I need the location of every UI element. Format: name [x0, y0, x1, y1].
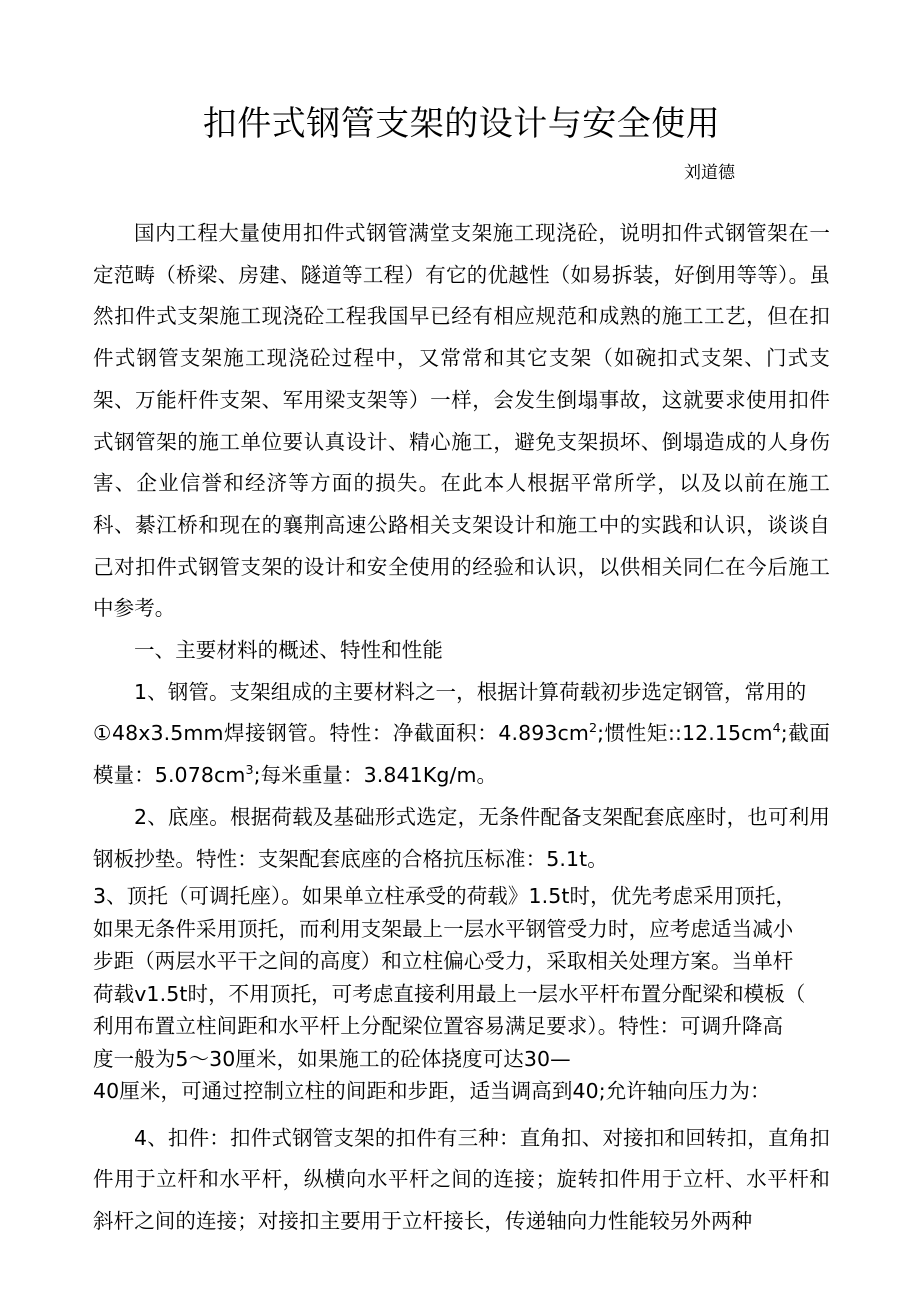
author-byline: 刘道德 — [684, 163, 735, 183]
paragraph-item-3-jack-line-6: 度一般为5～30厘米，如果施工的砼体挠度可达30— — [93, 1046, 571, 1071]
paragraph-item-3-jack-line-3: 步距（两层水平干之间的高度）和立柱偏心受力，采取相关处理方案。当单杆 — [93, 949, 794, 974]
document-content — [93, 0, 830, 1243]
paragraph-item-1-steel-pipe-specs — [93, 713, 830, 796]
paragraph-item-3-jack-line-5: 利用布置立柱间距和水平杆上分配梁位置容易满足要求）。特性：可调升降高 — [93, 1014, 784, 1039]
section-heading-1: 一、主要材料的概述、特性和性能 — [134, 638, 443, 663]
spec-mid: ;惯性矩::12.15cm — [597, 721, 773, 746]
paragraph-introduction: 国内工程大量使用扣件式钢管满堂支架施工现浇砼，说明扣件式钢管架在一定范畴（桥梁、房建、隧道等工程）有它的优越性（如易拆装，好倒用等等）。虽然扣件式支架施工现浇砼工程我国早已经有相应规范和成熟的施工工艺，但在扣件式钢管支架施工现浇砼过程中，又常常和其它支架（如碗扣式支架、门式支架、万能杆件支架、军用梁支架等）一样，会发生倒塌事故，这就要求使用扣件式钢管架的施工单位要认真设计、精心施工，避免支架损坏、倒塌造成的人身伤害、企业信誉和经济等方面的损失。在此本人根据平常所学，以及以前在施工科、綦江桥和现在的襄荆高速公路相关支架设计和施工中的实践和认识，谈谈自己对扣件式钢管支架的设计和安全使用的经验和认识，以供相关同仁在今后施工中参考。 — [93, 221, 830, 621]
paragraph-item-3-jack-line-1: 3、顶托（可调托座）。如果单立柱承受的荷载》1.5t时，优先考虑采用顶托， — [93, 884, 797, 909]
spec-prefix: ①48x3.5mm焊接钢管。特性：净截面积：4.893cm — [93, 721, 589, 746]
spec-end: ;每米重量：3.841Kg/m。 — [253, 763, 498, 788]
superscript-fourth: 4 — [772, 720, 781, 736]
paragraph-item-4-fasteners: 4、扣件：扣件式钢管支架的扣件有三种：直角扣、对接扣和回转扣，直角扣件用于立杆和水平杆，纵横向水平杆之间的连接；旋转扣件用于立杆、水平杆和斜杆之间的连接；对接扣主要用于立杆接长，传递轴向力性能较另外两种 — [93, 1125, 830, 1234]
paragraph-item-2-base: 2、底座。根据荷载及基础形式选定，无条件配备支架配套底座时，也可利用钢板抄垫。特性：支架配套底座的合格抗压标准：5.1t。 — [93, 804, 830, 871]
paragraph-item-1-steel-pipe-intro: 1、钢管。支架组成的主要材料之一，根据计算荷载初步选定钢管，常用的 — [134, 679, 807, 704]
page-title: 扣件式钢管支架的设计与安全使用 — [202, 104, 721, 144]
spec-mid-2: ;截面模量：5.078cm — [93, 721, 830, 788]
superscript-square: 2 — [588, 720, 598, 736]
superscript-cube: 3 — [245, 762, 254, 778]
paragraph-item-3-jack-line-7: 40厘米，可通过控制立柱的间距和步距，适当调高到40;允许轴向压力为： — [93, 1079, 771, 1104]
paragraph-item-3-jack-line-2: 如果无条件采用顶托，而利用支架最上一层水平钢管受力时，应考虑适当减小 — [93, 916, 794, 941]
paragraph-item-3-jack-line-4: 荷载v1.5t时，不用顶托，可考虑直接利用最上一层水平杆布置分配梁和模板（ — [93, 981, 806, 1006]
